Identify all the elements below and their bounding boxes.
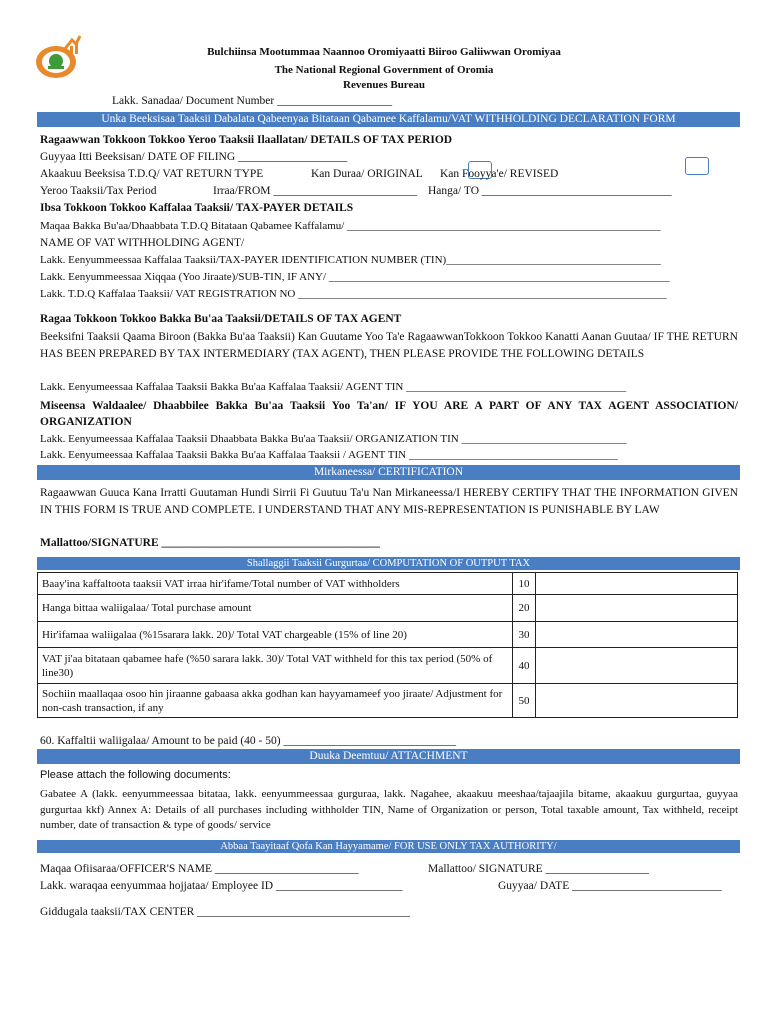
certification-signature-field[interactable]: Mallattoo/SIGNATURE ______________________________________ bbox=[40, 537, 380, 549]
agent-tin-field-2[interactable]: Lakk. Eenyumeessaa Kaffalaa Taaksii Bakka Bu'aa Kaffalaa Taaksii / AGENT TIN ______________________________________ bbox=[40, 449, 618, 461]
header-line-bureau: Revenues Bureau bbox=[343, 79, 425, 91]
document-number-field[interactable]: Lakk. Sanadaa/ Document Number ____________________ bbox=[112, 95, 393, 107]
revised-label: Kan Fooyya'e/ REVISED bbox=[440, 168, 559, 180]
attachment-band: Duuka Deemtuu/ ATTACHMENT bbox=[37, 749, 740, 764]
header-line-government: The National Regional Government of Oromia bbox=[274, 64, 494, 76]
sub-tin-field[interactable]: Lakk. Eenyummeessaa Xiqqaa (Yoo Jiraate)/SUB-TIN, IF ANY/ ______________________________________________________________ bbox=[40, 271, 670, 283]
vat-registration-field[interactable]: Lakk. T.D.Q Kaffalaa Taaksii/ VAT REGISTRATION NO ___________________________________________________________________ bbox=[40, 288, 667, 300]
certification-band: Mirkaneessa/ CERTIFICATION bbox=[37, 465, 740, 480]
taxpayer-tin-field[interactable]: Lakk. Eenyummeessaa Kaffalaa Taaksii/TAX-PAYER IDENTIFICATION NUMBER (TIN)_______________________________________ bbox=[40, 254, 661, 266]
amount-cell[interactable] bbox=[536, 684, 738, 718]
original-label: Kan Duraa/ ORIGINAL bbox=[311, 168, 423, 180]
employee-id-field[interactable]: Lakk. waraqaa eenyummaa hojjataa/ Employee ID ______________________ bbox=[40, 880, 403, 892]
authority-date-field[interactable]: Guyyaa/ DATE __________________________ bbox=[498, 880, 722, 892]
organization-tin-field[interactable]: Lakk. Eenyumeessaa Kaffalaa Taaksii Dhaabbata Bakka Bu'aa Taaksii/ ORGANIZATION TIN ______________________________ bbox=[40, 433, 627, 445]
table-row bbox=[38, 573, 738, 595]
withholding-agent-name-label: NAME OF VAT WITHHOLDING AGENT/ bbox=[40, 237, 245, 249]
attachment-details: Gabatee A (lakk. eenyummeessaa bitataa, lakk. eenyummeessaa gurguraa, lakk. Nagahee, akaakuu meeshaa/tajaajila bitame, akaakuu gurgurtaa, guyyaa gurgurtaa kkf) Annex A: Details of all purchases including withholder TIN, Name of Organization or person, Total taxable amount, Tax withheld, receipt number, date of transaction & type of goods/ service bbox=[40, 788, 738, 831]
line-number: 40 bbox=[513, 648, 536, 684]
certification-statement: Ragaawwan Guuca Kana Irratti Guutaman Hundi Sirrii Fi Guutuu Ta'u Nan Mirkaneessa/I HEREBY CERTIFY THAT THE INFORMATION GIVEN IN THIS FORM IS TRUE AND COMPLETE. I UNDERSTAND THAT ANY MIS-REPRESENTATION IS PUNISHABLE BY LAW bbox=[40, 487, 738, 516]
tax-agent-heading: Ragaa Tokkoon Tokkoo Bakka Bu'aa Taaksii/DETAILS OF TAX AGENT bbox=[40, 313, 402, 325]
officer-name-field[interactable]: Maqaa Ofiisaraa/OFFICER'S NAME _________________________ bbox=[40, 863, 359, 875]
tax-period-label: Yeroo Taaksii/Tax Period bbox=[40, 185, 157, 197]
attachment-intro: Please attach the following documents: bbox=[40, 769, 231, 781]
table-row bbox=[38, 622, 738, 648]
withholding-agent-name-field[interactable]: Maqaa Bakka Bu'aa/Dhaabbata T.D.Q Bitataan Qabamee Kaffalamu/ _________________________________________________________ bbox=[40, 220, 661, 232]
table-row bbox=[38, 684, 738, 718]
row-label: Baay'ina kaffaltoota taaksii VAT irraa hir'ifame/Total number of VAT withholders bbox=[38, 573, 513, 595]
vat-return-type-label: Akaakuu Beeksisa T.D.Q/ VAT RETURN TYPE bbox=[40, 168, 264, 180]
tax-period-heading: Ragaawwan Tokkoon Tokkoo Yeroo Taaksii Ilaallatan/ DETAILS OF TAX PERIOD bbox=[40, 134, 453, 146]
tax-center-field[interactable]: Giddugala taaksii/TAX CENTER _____________________________________ bbox=[40, 906, 410, 918]
row-label: VAT ji'aa bitataan qabamee hafe (%50 sarara lakk. 30)/ Total VAT withheld for this tax period (50% of line30) bbox=[38, 648, 513, 684]
amount-cell[interactable] bbox=[536, 595, 738, 622]
row-label: Hanga bittaa waliigalaa/ Total purchase amount bbox=[38, 595, 513, 622]
form-title-band: Unka Beeksisaa Taaksii Dabalata Qabeenyaa Bitataan Qabamee Kaffalamu/VAT WITHHOLDING DECLARATION FORM bbox=[37, 112, 740, 127]
line-number: 30 bbox=[513, 622, 536, 648]
amount-cell[interactable] bbox=[536, 648, 738, 684]
line-number: 20 bbox=[513, 595, 536, 622]
agent-tin-field[interactable]: Lakk. Eenyumeessaa Kaffalaa Taaksii Bakka Bu'aa Kaffalaa Taaksii/ AGENT TIN ________________________________________ bbox=[40, 381, 627, 393]
amount-to-be-paid-field[interactable]: 60. Kaffaltii waliigalaa/ Amount to be paid (40 - 50) ______________________________ bbox=[40, 735, 456, 747]
computation-table bbox=[37, 572, 738, 718]
row-label: Hir'ifamaa waliigalaa (%15sarara lakk. 20)/ Total VAT chargeable (15% of line 20) bbox=[38, 622, 513, 648]
tax-authority-band: Abbaa Taayitaaf Qofa Kan Hayyamame/ FOR USE ONLY TAX AUTHORITY/ bbox=[37, 840, 740, 853]
computation-band: Shallaggii Taaksii Gurgurtaa/ COMPUTATION OF OUTPUT TAX bbox=[37, 557, 740, 570]
amount-cell[interactable] bbox=[536, 622, 738, 648]
header-line-oromiffa: Bulchiinsa Mootummaa Naannoo Oromiyaatti Biiroo Galiiwwan Oromiyaa bbox=[207, 46, 561, 58]
period-to-field[interactable]: Hanga/ TO _________________________________ bbox=[428, 185, 672, 197]
revised-checkbox[interactable] bbox=[685, 157, 709, 175]
date-of-filing-field[interactable]: Guyyaa Itti Beeksisan/ DATE OF FILING ___________________ bbox=[40, 151, 348, 163]
line-number: 10 bbox=[513, 573, 536, 595]
taxpayer-details-heading: Ibsa Tokkoon Tokkoo Kaffalaa Taaksii/ TAX-PAYER DETAILS bbox=[40, 202, 354, 214]
amount-cell[interactable] bbox=[536, 573, 738, 595]
line-number: 50 bbox=[513, 684, 536, 718]
table-row bbox=[38, 595, 738, 622]
period-from-field[interactable]: Irraa/FROM _________________________ bbox=[213, 185, 418, 197]
table-row bbox=[38, 648, 738, 684]
agent-organization-heading: Miseensa Waldaalee/ Dhaabbilee Bakka Bu'aa Taaksii Yoo Ta'an/ IF YOU ARE A PART OF ANY TAX AGENT ASSOCIATION/ ORGANIZATION bbox=[40, 400, 738, 428]
officer-signature-field[interactable]: Mallattoo/ SIGNATURE __________________ bbox=[428, 863, 650, 875]
row-label: Sochiin maallaqaa osoo hin jiraanne gabaasa akka godhan kan hayyamameef yoo jiraate/ Adjustment for non-cash transaction, if any bbox=[38, 684, 513, 718]
tax-agent-instructions: Beeksifni Taaksii Qaama Biroon (Bakka Bu'aa Taaksii) Kan Guutame Yoo Ta'e RagaawwanTokkoon Tokkoo Kanatti Aanan Guutaa/ IF THE RETURN HAS BEEN PREPARED BY TAX INTERMEDIARY (TAX AGENT), THEN PLEASE PROVIDE THE FOLLOWING DETAILS bbox=[40, 331, 738, 360]
